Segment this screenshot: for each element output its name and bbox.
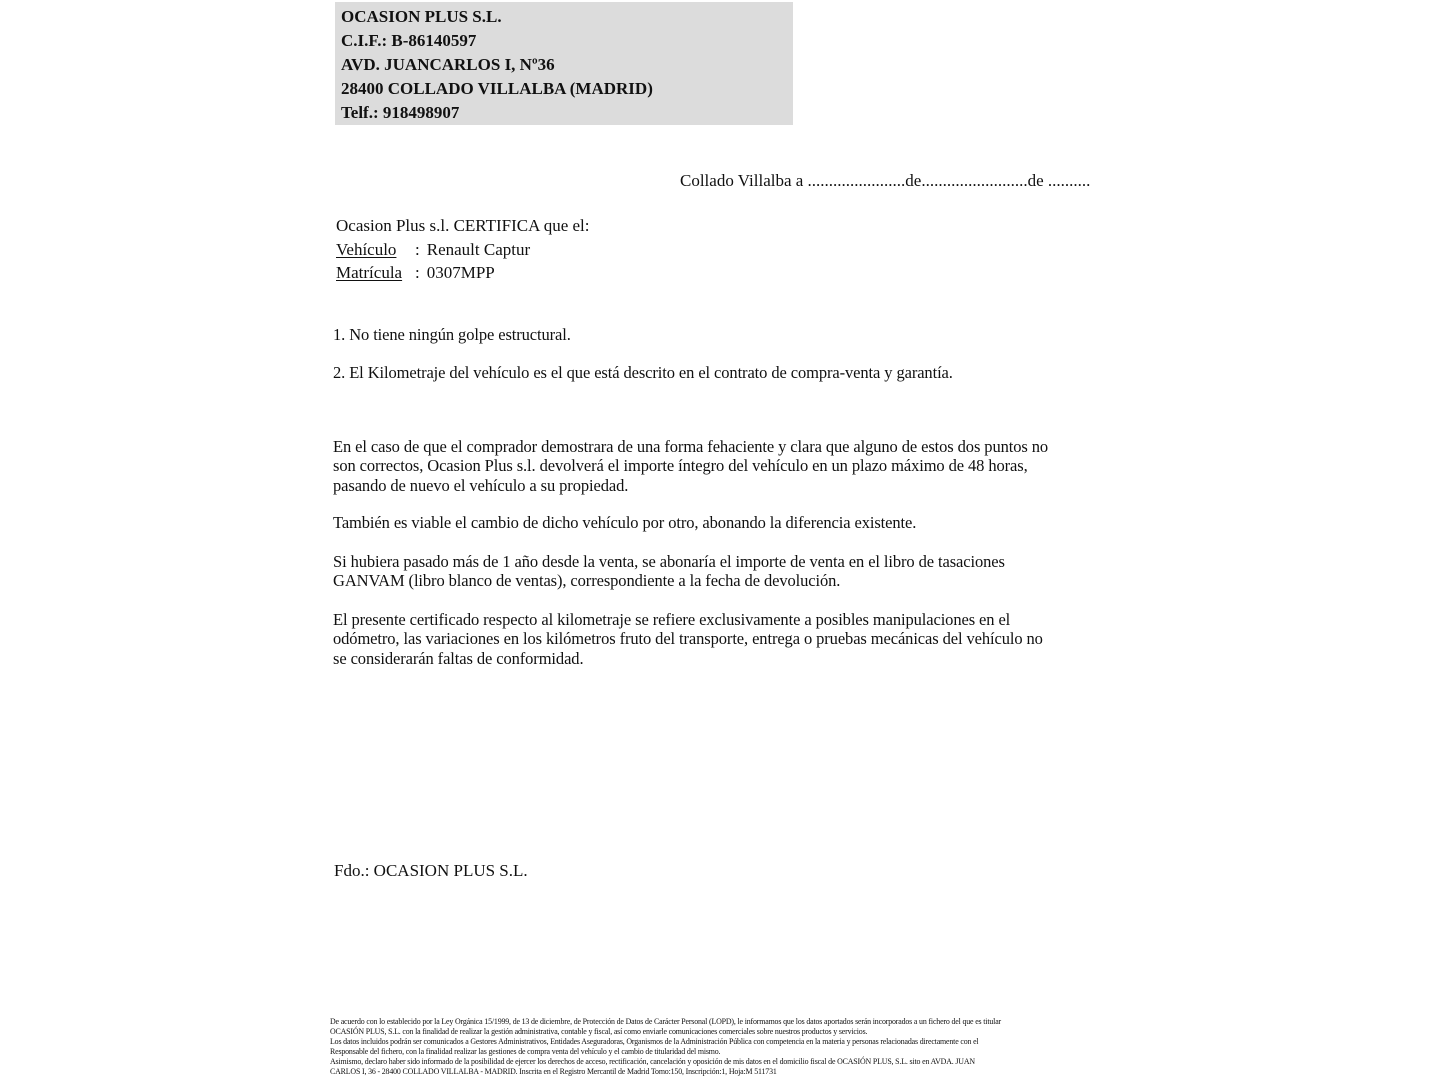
paragraph-ganvam [333, 552, 1005, 591]
legal-footer-line: CARLOS I, 36 - 28400 COLLADO VILLALBA - MADRID. Inscrita en el Registro Mercantil de Madrid Tomo:150, Inscripción:1, Hoja:M 511731 [330, 1066, 777, 1076]
legal-footer-line: Los datos incluidos podrán ser comunicados a Gestores Administrativos, Entidades Aseguradoras, Organismos de la Administración Pública con competencia en la materia y personas relacionadas directamente con el [330, 1036, 979, 1046]
certification-block [336, 214, 590, 285]
vehicle-label: Vehículo [336, 239, 397, 259]
paragraph-line: El presente certificado respecto al kilometraje se refiere exclusivamente a posibles manipulaciones en el [333, 610, 1011, 629]
paragraph-line: Si hubiera pasado más de 1 año desde la venta, se abonaría el importe de venta en el libro de tasaciones [333, 552, 1005, 571]
paragraph-line: odómetro, las variaciones en los kilómetros fruto del transporte, entrega o pruebas mecánicas del vehículo no [333, 629, 1043, 649]
signature-line: Fdo.: OCASION PLUS S.L. [334, 861, 528, 880]
date-line: Collado Villalba a .......................de.........................de .......... [680, 171, 1091, 190]
legal-footer [330, 1017, 1001, 1076]
legal-footer-line: Asimismo, declaro haber sido informado de la posibilidad de ejercer los derechos de acceso, rectificación, cancelación y oposición de mis datos en el domicilio fiscal de OCASIÓN PLUS, S.L. sito en AVDA. JUAN [330, 1056, 975, 1066]
company-phone: Telf.: 918498907 [341, 103, 460, 122]
company-address: AVD. JUANCARLOS I, Nº36 [341, 55, 555, 74]
paragraph-line: son correctos, Ocasion Plus s.l. devolverá el importe íntegro del vehículo en un plazo máximo de 48 horas, [333, 456, 1028, 476]
certification-intro: Ocasion Plus s.l. CERTIFICA que el: [336, 216, 590, 235]
paragraph-line: GANVAM (libro blanco de ventas), correspondiente a la fecha de devolución. [333, 571, 841, 591]
vehicle-separator: : [415, 239, 420, 259]
plate-label: Matrícula [336, 263, 403, 282]
company-city: 28400 COLLADO VILLALBA (MADRID) [341, 79, 653, 98]
paragraph-line: pasando de nuevo el vehículo a su propiedad. [333, 475, 629, 495]
point-1-text: 1. No tiene ningún golpe estructural. [333, 325, 571, 344]
paragraph-refund [333, 437, 1048, 495]
paragraph-line: En el caso de que el comprador demostrara de una forma fehaciente y clara que alguno de estos dos puntos no [333, 437, 1049, 456]
legal-footer-line: Responsable del fichero, con la finalidad realizar las gestiones de compra venta del vehículo y el cambio de titularidad del mismo. [330, 1046, 721, 1056]
plate-value: 0307MPP [426, 263, 495, 282]
plate-row [336, 261, 590, 285]
vehicle-value: Renault Captur [426, 239, 531, 259]
point-2-text: 2. El Kilometraje del vehículo es el que está descrito en el contrato de compra-venta y garantía. [333, 363, 953, 382]
point-2 [333, 363, 953, 382]
legal-footer-line: De acuerdo con lo establecido por la Ley Orgánica 15/1999, de 13 de diciembre, de Protección de Datos de Carácter Personal (LOPD), le informamos que los datos aportados serán incorporados a un fichero del que es titular [330, 1017, 1002, 1026]
paragraph-line: También es viable el cambio de dicho vehículo por otro, abonando la diferencia existente. [333, 513, 917, 532]
vehicle-row [336, 238, 590, 262]
paragraph-exchange [333, 513, 916, 532]
paragraph-line: se considerarán faltas de conformidad. [333, 648, 584, 668]
company-name: OCASION PLUS S.L. [341, 7, 502, 26]
company-cif: C.I.F.: B-86140597 [341, 31, 477, 50]
point-1 [333, 325, 571, 344]
legal-footer-line: OCASIÓN PLUS, S.L. con la finalidad de realizar la gestión administrativa, contable y fiscal, así como enviarle comunicaciones comerciales sobre nuestros productos y servicios. [330, 1026, 868, 1036]
paragraph-odometer [333, 610, 1043, 668]
company-header-box [335, 2, 793, 125]
vehicle-label-cell [336, 238, 415, 262]
plate-label-cell [336, 261, 415, 285]
plate-separator: : [415, 263, 420, 282]
